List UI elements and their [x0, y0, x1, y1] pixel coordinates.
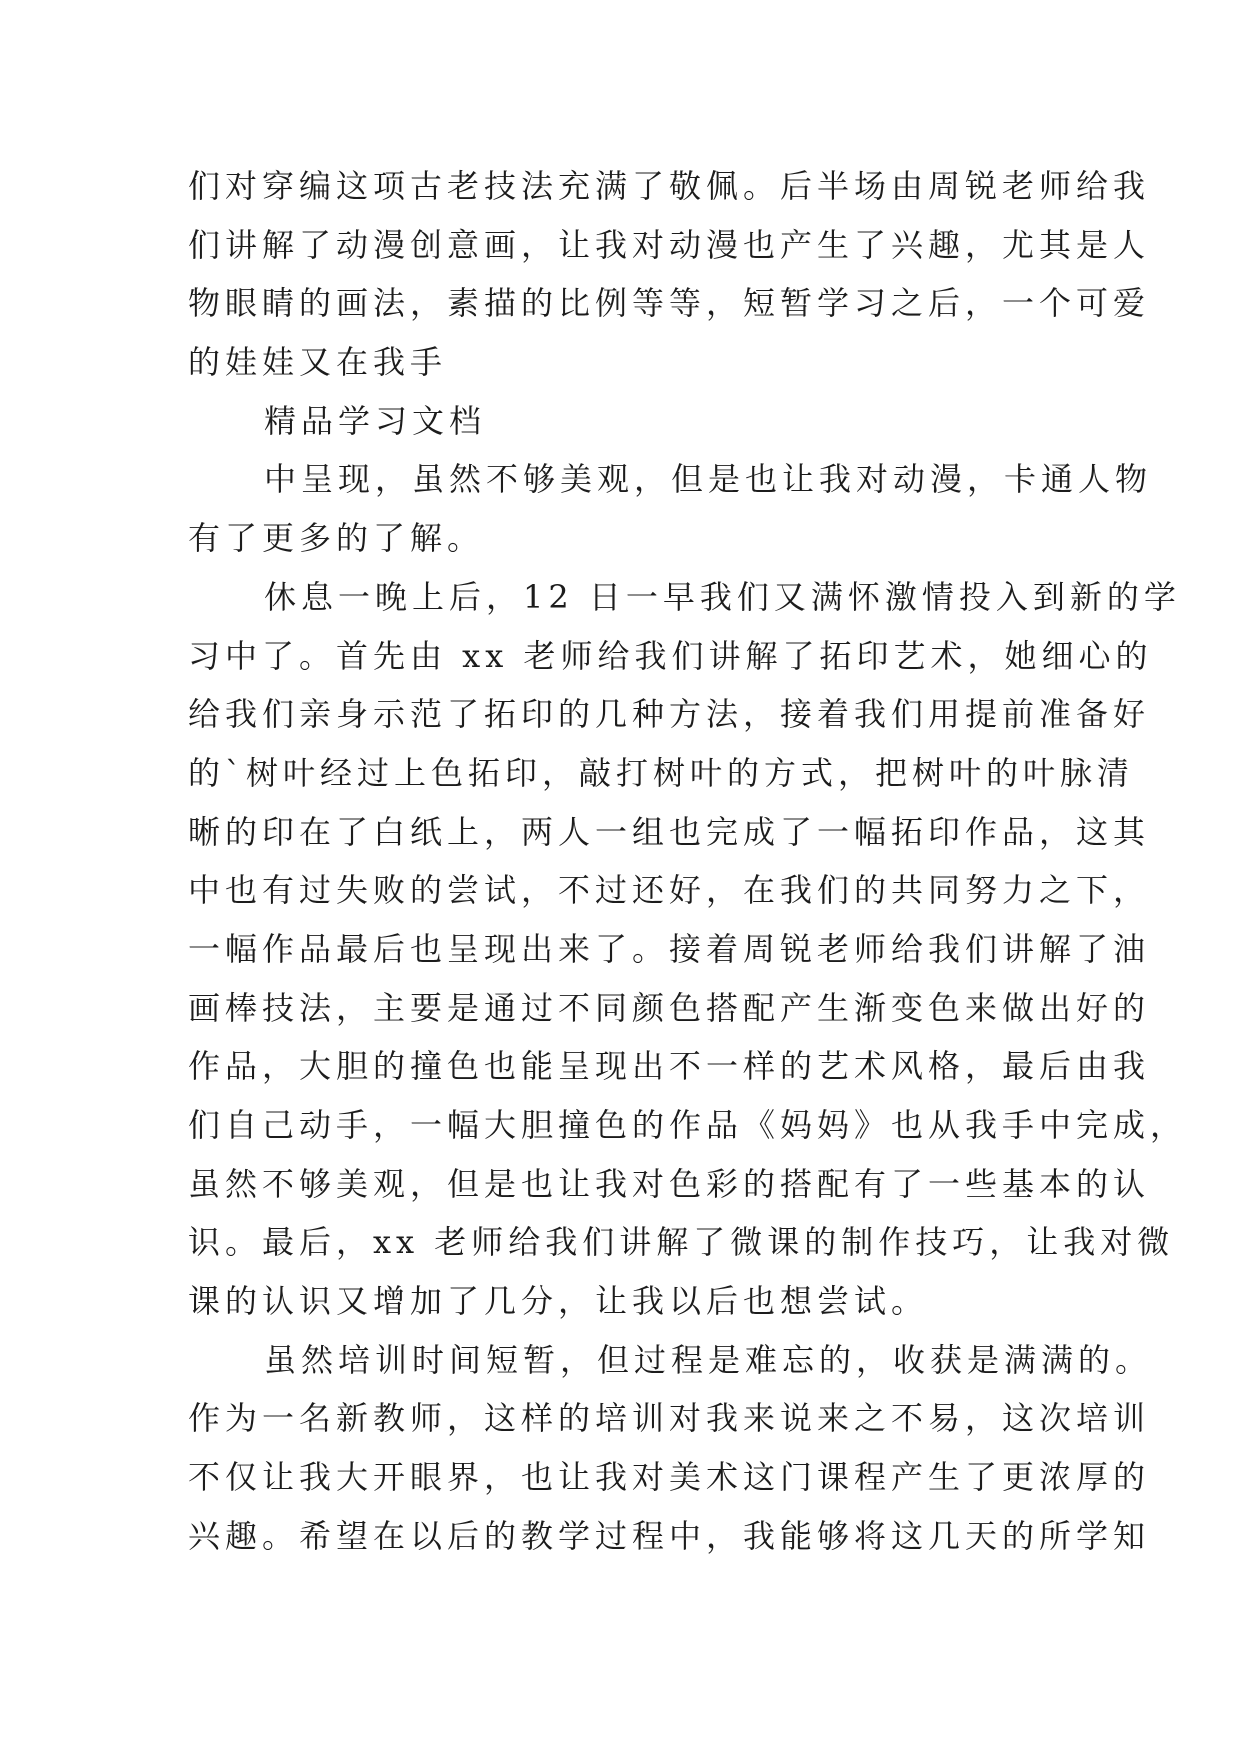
- text-line: 课的认识又增加了几分，让我以后也想尝试。: [188, 1282, 929, 1321]
- text-line: 兴趣。希望在以后的教学过程中，我能够将这几天的所学知: [188, 1516, 1151, 1555]
- text-line: 物眼睛的画法，素描的比例等等，短暂学习之后，一个可爱: [188, 284, 1151, 323]
- text-line: 不仅让我大开眼界，也让我对美术这门课程产生了更浓厚的: [188, 1458, 1151, 1497]
- text-line: 有了更多的了解。: [188, 519, 485, 558]
- text-line: 虽然不够美观，但是也让我对色彩的搭配有了一些基本的认: [188, 1164, 1151, 1203]
- text-line: 画棒技法，主要是通过不同颜色搭配产生渐变色来做出好的: [188, 988, 1151, 1027]
- text-line: 作为一名新教师，这样的培训对我来说来之不易，这次培训: [188, 1399, 1151, 1438]
- document-body: [188, 157, 1188, 1566]
- text-line: 们自己动手，一幅大胆撞色的作品《妈妈》也从我手中完成，: [188, 1106, 1188, 1144]
- text-line: 虽然培训时间短暂，但过程是难忘的，收获是满满的。: [264, 1340, 1153, 1379]
- text-line: 晰的印在了白纸上，两人一组也完成了一幅拓印作品，这其: [188, 812, 1151, 851]
- text-line: 中呈现，虽然不够美观，但是也让我对动漫，卡通人物: [264, 460, 1153, 499]
- text-line: 的娃娃又在我手: [188, 343, 448, 382]
- text-line: 休息一晚上后，12 日一早我们又满怀激情投入到新的学: [264, 577, 1181, 616]
- text-line: 一幅作品最后也呈现出来了。接着周锐老师给我们讲解了油: [188, 929, 1151, 968]
- text-line: 们对穿编这项古老技法充满了敬佩。后半场由周锐老师给我: [188, 167, 1151, 205]
- text-line: 给我们亲身示范了拓印的几种方法，接着我们用提前准备好: [188, 695, 1151, 734]
- text-line: 中也有过失败的尝试，不过还好，在我们的共同努力之下，: [188, 871, 1151, 910]
- text-line: 习中了。首先由 xx 老师给我们讲解了拓印艺术，她细心的: [188, 636, 1153, 675]
- text-line: 作品，大胆的撞色也能呈现出不一样的艺术风格，最后由我: [188, 1047, 1151, 1086]
- watermark-heading: 精品学习文档: [264, 401, 487, 440]
- text-line: 识。最后，xx 老师给我们讲解了微课的制作技巧，让我对微: [188, 1223, 1175, 1262]
- text-line: 的`树叶经过上色拓印，敲打树叶的方式，把树叶的叶脉清: [188, 753, 1135, 792]
- text-line: 们讲解了动漫创意画，让我对动漫也产生了兴趣，尤其是人: [188, 225, 1151, 264]
